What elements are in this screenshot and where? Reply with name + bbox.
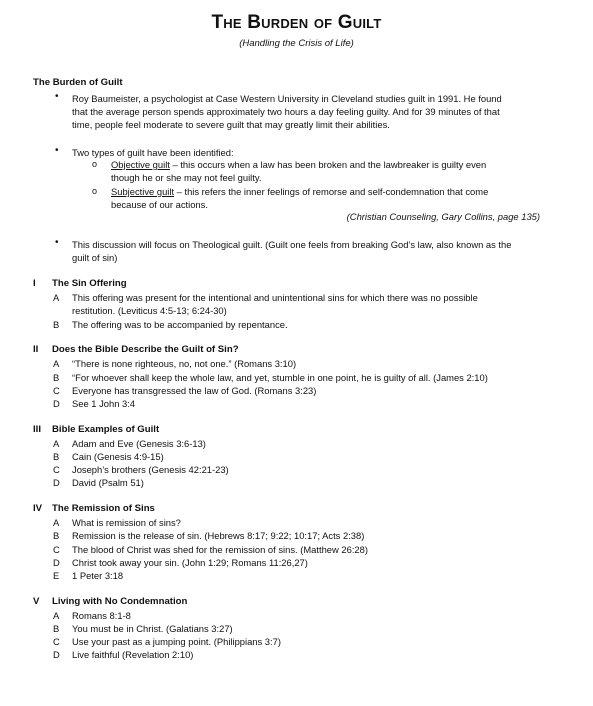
item-letter: D	[53, 398, 60, 409]
sub-bullet-objective-line2: though he or she may not feel guilty.	[111, 172, 262, 183]
item-letter: A	[53, 517, 60, 528]
item-letter: B	[53, 319, 60, 330]
sub-bullet-subjective	[111, 185, 488, 198]
item-letter: D	[53, 649, 60, 660]
intro-bullet2: Two types of guilt have been identified:	[72, 147, 234, 158]
list-item: Everyone has transgressed the law of God. (Romans 3:23)	[72, 385, 317, 396]
section-number: I	[33, 278, 36, 289]
item-letter: B	[53, 530, 60, 541]
intro-bullet3-line2: guilt of sin)	[72, 252, 118, 263]
list-item: Joseph’s brothers (Genesis 42:21-23)	[72, 464, 229, 475]
section-number: III	[33, 424, 41, 435]
section-title: The Remission of Sins	[52, 503, 155, 514]
item-letter: C	[53, 385, 60, 396]
list-item: Christ took away your sin. (John 1:29; Romans 11:26,27)	[72, 557, 308, 568]
item-letter: B	[53, 372, 60, 383]
bullet-marker: •	[55, 91, 59, 102]
bullet-marker: •	[55, 237, 59, 248]
section-number: IV	[33, 503, 43, 514]
subjective-guilt-desc: – this refers the inner feelings of remorse and self-condemnation that come	[174, 186, 489, 197]
bullet-marker: •	[55, 145, 59, 156]
list-item: Live faithful (Revelation 2:10)	[72, 649, 194, 660]
sub-bullet-subjective-line2: because of our actions.	[111, 199, 208, 210]
list-item: Adam and Eve (Genesis 3:6-13)	[72, 438, 206, 449]
list-item: Cain (Genesis 4:9-15)	[72, 451, 164, 462]
intro-bullet1-line3: time, people feel moderate to severe guilt that may greatly limit their abilities.	[72, 119, 390, 130]
page-subtitle: (Handling the Crisis of Life)	[239, 38, 354, 49]
sub-bullet-marker: o	[92, 159, 98, 169]
item-letter: C	[53, 464, 60, 475]
section-title: Living with No Condemnation	[52, 596, 188, 607]
sub-bullet-objective	[111, 158, 486, 171]
section-title: Bible Examples of Guilt	[52, 424, 160, 435]
item-letter: C	[53, 544, 60, 555]
item-letter: D	[53, 557, 60, 568]
list-item: David (Psalm 51)	[72, 477, 144, 488]
list-item: “There is none righteous, no, not one.” (Romans 3:10)	[72, 358, 297, 369]
item-letter: A	[53, 358, 60, 369]
intro-bullet1-line2: that the average person spends approximately two hours a day feeling guilty. And for 39 minutes of that	[72, 106, 500, 117]
objective-guilt-term: Objective guilt	[111, 159, 170, 170]
list-item: What is remission of sins?	[72, 517, 181, 528]
subjective-guilt-term: Subjective guilt	[111, 186, 175, 197]
sub-bullet-marker: o	[92, 186, 98, 196]
list-item: Remission is the release of sin. (Hebrews 8:17; 9:22; 10:17; Acts 2:38)	[72, 530, 365, 541]
list-item: 1 Peter 3:18	[72, 570, 124, 581]
list-item: Romans 8:1-8	[72, 610, 131, 621]
intro-bullet3-line1: This discussion will focus on Theological guilt. (Guilt one feels from breaking God’s law, also known as the	[72, 239, 512, 250]
section-title: Does the Bible Describe the Guilt of Sin?	[52, 344, 239, 355]
objective-guilt-desc: – this occurs when a law has been broken and the lawbreaker is guilty even	[169, 159, 487, 170]
item-letter: A	[53, 610, 60, 621]
item-letter: A	[53, 438, 60, 449]
list-item: Use your past as a jumping point. (Philippians 3:7)	[72, 636, 281, 647]
list-item-continued: restitution. (Leviticus 4:5-13; 6:24-30)	[72, 305, 227, 316]
citation: (Christian Counseling, Gary Collins, page 135)	[346, 211, 540, 222]
list-item: This offering was present for the intentional and unintentional sins for which there was no possible	[72, 292, 478, 303]
item-letter: D	[53, 477, 60, 488]
list-item: “For whoever shall keep the whole law, and yet, stumble in one point, he is guilty of all. (James 2:10)	[72, 372, 488, 383]
section-number: V	[33, 596, 40, 607]
item-letter: B	[53, 451, 60, 462]
item-letter: A	[53, 292, 60, 303]
section-title: The Sin Offering	[52, 278, 127, 289]
intro-bullet1-line1: Roy Baumeister, a psychologist at Case Western University in Cleveland studies guilt in 1991. He found	[72, 93, 502, 104]
list-item: The blood of Christ was shed for the remission of sins. (Matthew 26:28)	[72, 544, 368, 555]
page-title: The Burden of Guilt	[211, 12, 382, 33]
list-item: You must be in Christ. (Galatians 3:27)	[72, 623, 233, 634]
item-letter: E	[53, 570, 60, 581]
item-letter: B	[53, 623, 60, 634]
list-item: The offering was to be accompanied by repentance.	[72, 319, 288, 330]
item-letter: C	[53, 636, 60, 647]
list-item: See 1 John 3:4	[72, 398, 136, 409]
intro-heading: The Burden of Guilt	[33, 77, 123, 88]
section-number: II	[33, 344, 39, 355]
